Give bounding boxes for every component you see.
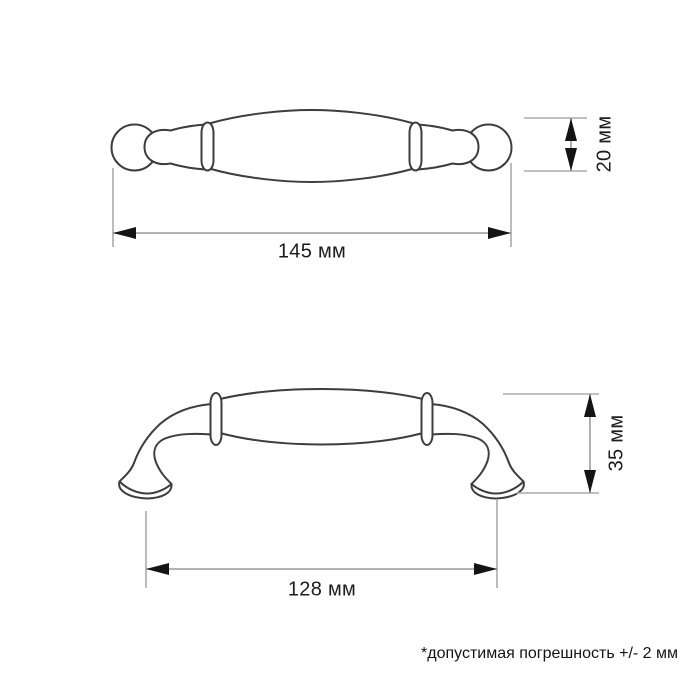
front-view-width-dimension-label: 128 мм [287,578,357,601]
handle-front-view [119,389,524,499]
arrowhead-145-left-icon [113,227,136,239]
top-view-right-end [410,123,512,171]
arrowhead-35-bottom-icon [584,470,596,493]
handle-top-view [112,110,512,182]
dimension-arrowheads [113,118,596,575]
front-view-left-end [119,393,221,499]
front-view-barrel [220,389,423,445]
top-view-barrel [211,110,412,182]
front-view-arm-and-foot [119,404,212,499]
arrowhead-20-bottom-icon [565,148,577,171]
arrowhead-35-top-icon [584,394,596,417]
arrowhead-145-right-icon [488,227,511,239]
top-view-left-end [112,123,214,171]
extension-lines [113,118,599,588]
arrowhead-128-left-icon [146,563,169,575]
tolerance-footnote: *допустимая погрешность +/- 2 мм [421,645,678,662]
dimension-lines [113,118,590,569]
top-view-height-dimension-label: 20 мм [593,115,616,173]
arrowhead-20-top-icon [565,118,577,141]
front-view-right-end [422,393,524,499]
front-view-collar-ring [211,393,222,445]
top-view-width-dimension-label: 145 мм [277,240,347,263]
top-view-neck [145,125,206,170]
arrowhead-128-right-icon [474,563,497,575]
top-view-collar-ring [202,123,214,171]
front-view-height-dimension-label: 35 мм [605,414,628,472]
